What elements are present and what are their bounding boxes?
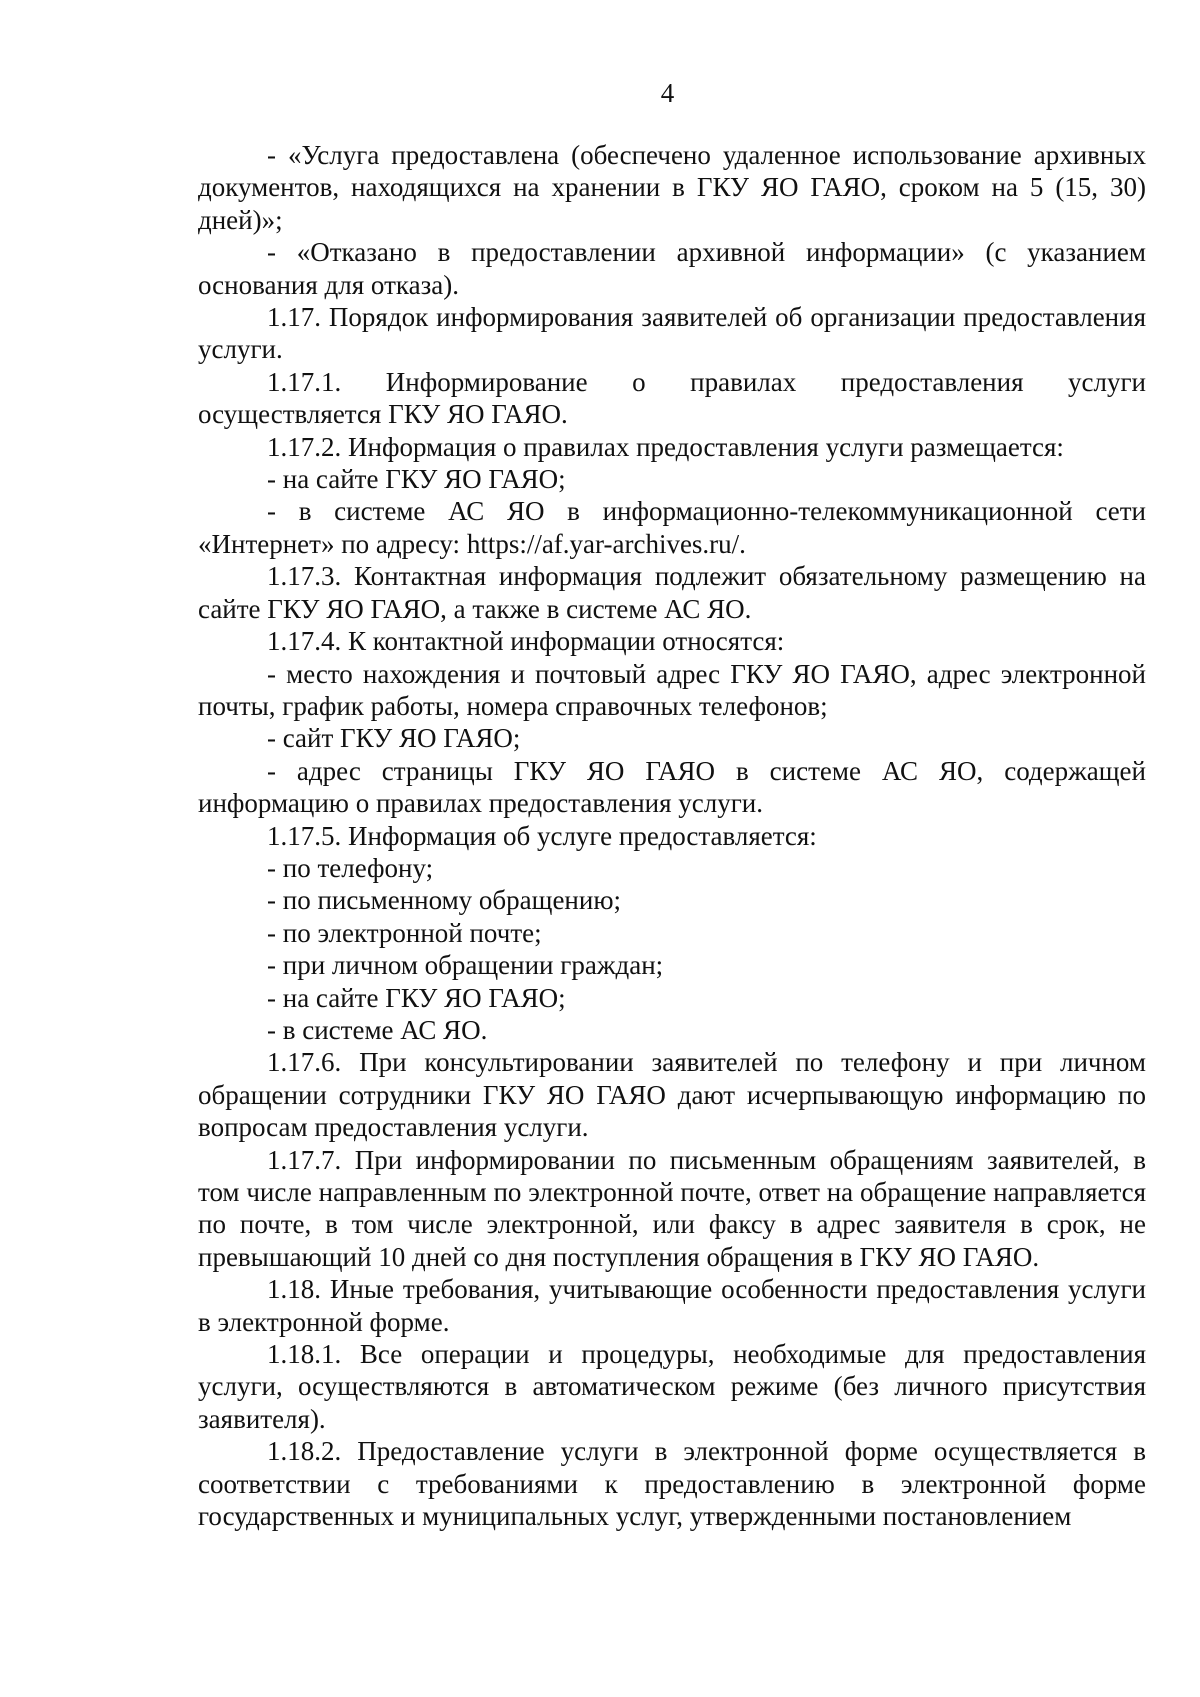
paragraph: 1.17.3. Контактная информация подлежит обязательному размещению на сайте ГКУ ЯО ГАЯО, а также в системе АС ЯО.	[198, 561, 1146, 624]
paragraph: 1.18.1. Все операции и процедуры, необходимые для предоставления услуги, осуществляются в автоматическом режиме (без личного присутствия заявителя).	[198, 1339, 1146, 1434]
list-item: - в системе АС ЯО.	[267, 1014, 488, 1045]
document-body	[198, 139, 1146, 1532]
section-heading: 1.17. Порядок информирования заявителей об организации предоставления услуги.	[198, 302, 1146, 365]
list-item: - адрес страницы ГКУ ЯО ГАЯО в системе АС ЯО, содержащей информацию о правилах предоставления услуги.	[198, 755, 1146, 819]
paragraph: 1.17.7. При информировании по письменным обращениям заявителей, в том числе направленным по электронной почте, ответ на обращение направляется по почте, в том числе электронной, или факсу в адрес заявителя в срок, не превышающий 10 дней со дня поступления обращения в ГКУ ЯО ГАЯО.	[198, 1144, 1146, 1272]
list-item: - по письменному обращению;	[267, 885, 621, 916]
paragraph: - «Отказано в предоставлении архивной информации» (с указанием основания для отказа).	[198, 237, 1146, 300]
list-item: - место нахождения и почтовый адрес ГКУ ЯО ГАЯО, адрес электронной почты, график работы, номера справочных телефонов;	[198, 658, 1146, 721]
paragraph: - «Услуга предоставлена (обеспечено удаленное использование архивных документов, находящихся на хранении в ГКУ ЯО ГАЯО, сроком на 5 (15, 30) дней)»;	[198, 140, 1146, 235]
list-item: - на сайте ГКУ ЯО ГАЯО;	[267, 464, 566, 495]
paragraph: 1.17.6. При консультировании заявителей по телефону и при личном обращении сотрудники ГКУ ЯО ГАЯО дают исчерпывающую информацию по вопросам предоставления услуги.	[198, 1047, 1146, 1143]
section-heading: 1.18. Иные требования, учитывающие особенности предоставления услуги в электронной форме.	[198, 1274, 1146, 1337]
list-item: - сайт ГКУ ЯО ГАЯО;	[267, 723, 521, 754]
list-item: - по электронной почте;	[267, 917, 542, 948]
paragraph: 1.17.2. Информация о правилах предоставления услуги размещается:	[267, 431, 1064, 462]
list-item: - по телефону;	[267, 852, 434, 883]
paragraph: 1.17.5. Информация об услуге предоставляется:	[267, 820, 817, 851]
paragraph: 1.18.2. Предоставление услуги в электронной форме осуществляется в соответствии с требованиями к предоставлению в электронной форме государственных и муниципальных услуг, утвержденными постановлением	[198, 1436, 1146, 1532]
page-number: 4	[660, 78, 675, 108]
list-item: - при личном обращении граждан;	[267, 950, 664, 981]
paragraph: 1.17.4. К контактной информации относятся:	[267, 626, 785, 657]
list-item: - в системе АС ЯО в информационно-телекоммуникационной сети «Интернет» по адресу: https://af.yar-archives.ru/.	[198, 496, 1146, 559]
paragraph: 1.17.1. Информирование о правилах предоставления услуги осуществляется ГКУ ЯО ГАЯО.	[198, 366, 1146, 430]
list-item: - на сайте ГКУ ЯО ГАЯО;	[267, 982, 566, 1013]
